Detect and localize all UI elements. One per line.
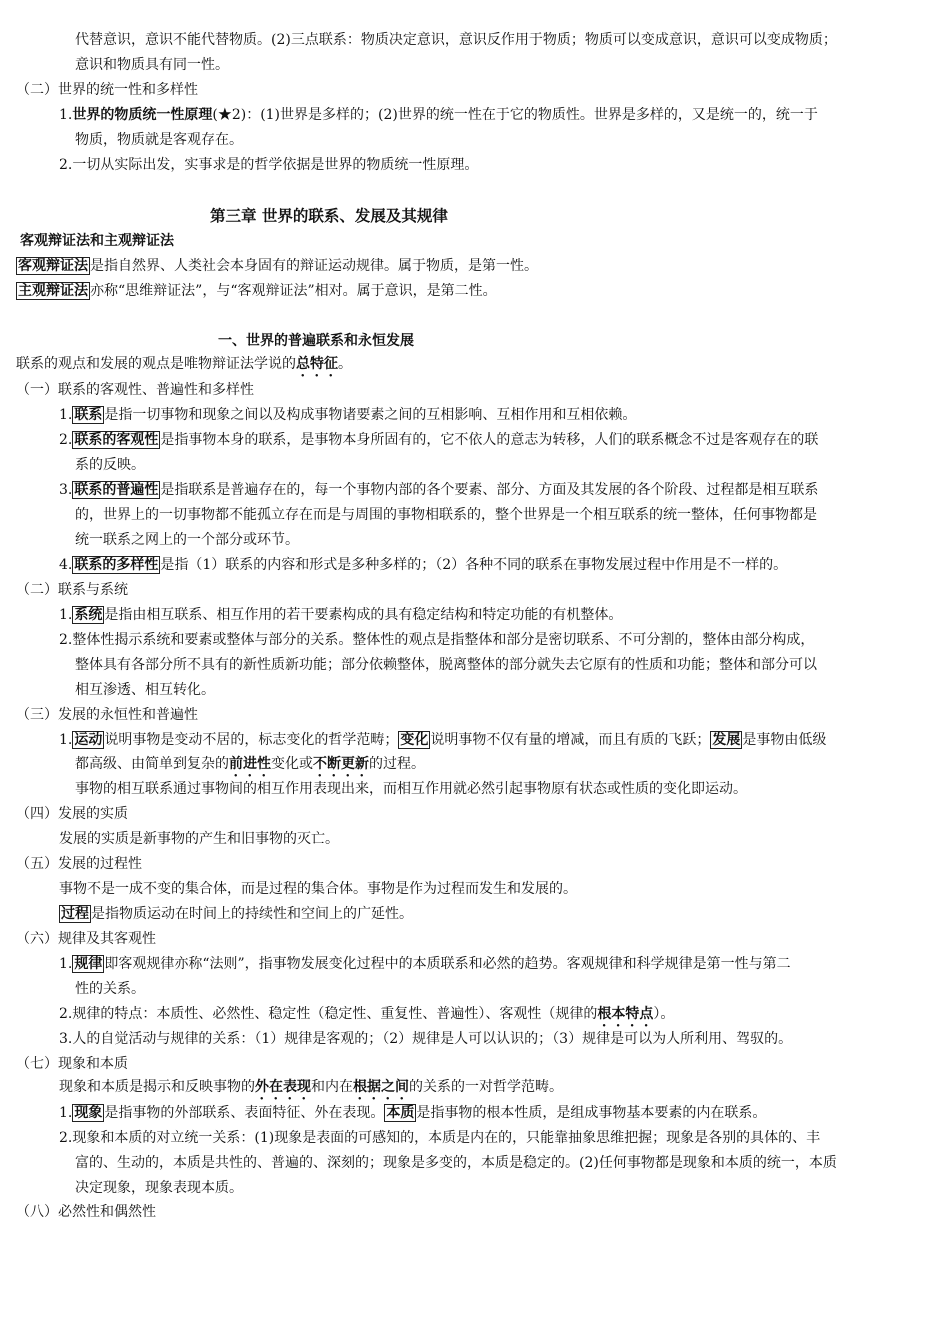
emphasis-term: 总特征	[296, 356, 338, 372]
text: 是指由相互联系、相互作用的若干要素构成的具有稳定结构和特定功能的有机整体。	[104, 607, 623, 623]
item-number: 2.	[59, 432, 73, 448]
list-item	[59, 553, 787, 578]
text: 是事物由低级	[742, 732, 827, 748]
boxed-term: 联系的客观性	[74, 432, 159, 448]
item-number: 1.	[59, 1105, 73, 1121]
text-line	[75, 777, 747, 802]
list-item	[59, 728, 826, 753]
text: （四）发展的实质	[16, 806, 128, 822]
list-item	[59, 478, 818, 503]
text: （二）世界的统一性和多样性	[16, 82, 198, 98]
list-item	[59, 1002, 674, 1030]
subheading	[20, 229, 174, 254]
text-line	[75, 53, 229, 78]
section-heading	[16, 927, 156, 952]
definition	[16, 279, 497, 304]
text-line	[75, 653, 817, 678]
list-item	[59, 603, 622, 628]
bold-term: 世界的物质统一性原理	[72, 107, 213, 123]
item-number: 4.	[59, 557, 73, 573]
text-line	[75, 28, 837, 53]
text: 第三章 世界的联系、发展及其规律	[210, 206, 448, 225]
text-line	[75, 752, 425, 780]
section-heading	[16, 578, 128, 603]
text-line	[75, 503, 817, 528]
text: 即客观规律亦称“法则”，指事物发展变化过程中的本质联系和必然的趋势。客观规律和科学规律是第一性与第二	[104, 956, 791, 972]
text-line	[75, 678, 215, 703]
boxed-term: 本质	[386, 1105, 415, 1121]
emphasis-term: 根据之间	[353, 1079, 409, 1095]
text: 现象和本质是揭示和反映事物的	[59, 1079, 255, 1095]
text: 是指自然界、人类社会本身固有的辩证运动规律。属于物质，是第一性。	[90, 258, 538, 274]
text: 是指物质运动在时间上的持续性和空间上的广延性。	[91, 906, 413, 922]
text: （五）发展的过程性	[16, 856, 142, 872]
item-number: 1.	[59, 732, 73, 748]
list-item	[59, 428, 818, 453]
text: 是指联系是普遍存在的，每一个事物内部的各个要素、部分、方面及其发展的各个阶段、过程都是相互联系	[160, 482, 819, 498]
text: （一）联系的客观性、普遍性和多样性	[16, 382, 254, 398]
text-line	[59, 877, 577, 902]
boxed-term: 运动	[74, 732, 103, 748]
boxed-term: 客观辩证法	[18, 258, 88, 274]
chapter-title	[210, 204, 448, 229]
text: 。	[338, 356, 352, 372]
list-item	[59, 628, 814, 653]
text: 是指事物本身的联系，是事物本身所固有的，它不依人的意志为转移，人们的联系概念不过是客观存在的联	[160, 432, 819, 448]
text-line	[59, 827, 339, 852]
definition	[16, 254, 538, 279]
boxed-term: 过程	[61, 906, 89, 922]
boxed-term: 现象	[74, 1105, 103, 1121]
section-heading	[16, 802, 128, 827]
boxed-term: 联系的多样性	[74, 557, 159, 573]
boxed-term: 发展	[712, 732, 741, 748]
list-item	[59, 103, 818, 128]
text: (★2)：(1)世界是多样的；(2)世界的统一性在于它的物质性。世界是多样的，又是统一的，统一于	[212, 107, 818, 123]
text-line	[59, 1075, 563, 1103]
text: 是指事物的外部联系、表面特征、外在表现。	[104, 1105, 385, 1121]
text: 3.人的自觉活动与规律的关系：（1）规律是客观的；（2）规律是人可以认识的；（3）规律是可以为人所利用、驾驭的。	[59, 1031, 793, 1047]
text: （六）规律及其客观性	[16, 931, 156, 947]
text: 的过程。	[369, 756, 425, 772]
text: 联系的观点和发展的观点是唯物辩证法学说的	[16, 356, 296, 372]
list-item	[59, 952, 791, 977]
list-item	[59, 1101, 766, 1126]
text: 性的关系。	[75, 981, 145, 997]
text: 变化或	[271, 756, 313, 772]
emphasis-term: 外在表现	[255, 1079, 311, 1095]
text: 事物不是一成不变的集合体，而是过程的集合体。事物是作为过程而发生和发展的。	[59, 881, 577, 897]
text: 亦称“思维辩证法”，与“客观辩证法”相对。属于意识，是第二性。	[90, 283, 497, 299]
text-line	[16, 352, 352, 380]
boxed-term: 联系的普遍性	[74, 482, 159, 498]
text: 物质，物质就是客观存在。	[75, 132, 243, 148]
text: 决定现象，现象表现本质。	[75, 1180, 243, 1196]
text-line	[75, 528, 299, 553]
text: 都高级、由简单到复杂的	[75, 756, 229, 772]
text: 富的、生动的，本质是共性的、普遍的、深刻的；现象是多变的，本质是稳定的。(2)任何事物都是现象和本质的统一，本质	[75, 1155, 837, 1171]
text: 2.现象和本质的对立统一关系：(1)现象是表面的可感知的，本质是内在的，只能靠抽象思维把握；现象是各别的具体的、丰	[59, 1130, 821, 1146]
boxed-term: 变化	[400, 732, 429, 748]
text: 2.一切从实际出发，实事求是的哲学依据是世界的物质统一性原理。	[59, 157, 479, 173]
boxed-term: 联系	[74, 407, 103, 423]
emphasis-term: 不断更新	[313, 756, 369, 772]
item-number: 1.	[59, 607, 73, 623]
text: 客观辩证法和主观辩证法	[20, 233, 174, 249]
text: 一、世界的普遍联系和永恒发展	[218, 333, 414, 349]
text: 的，世界上的一切事物都不能孤立存在而是与周围的事物相联系的，整个世界是一个相互联系的统一整体，任何事物都是	[75, 507, 817, 523]
section-heading	[16, 378, 254, 403]
emphasis-term: 根本特点	[597, 1006, 654, 1022]
boxed-term: 规律	[74, 956, 103, 972]
text: （二）联系与系统	[16, 582, 128, 598]
text-line	[75, 128, 243, 153]
text-line	[75, 977, 145, 1002]
item-number: 1.	[59, 407, 73, 423]
text: 说明事物是变动不居的，标志变化的哲学范畴；	[104, 732, 399, 748]
text-line	[75, 1176, 243, 1201]
section-heading	[16, 852, 142, 877]
text: （三）发展的永恒性和普遍性	[16, 707, 198, 723]
text: 说明事物不仅有量的增减，而且有质的飞跃；	[430, 732, 711, 748]
text: 2.整体性揭示系统和要素或整体与部分的关系。整体性的观点是指整体和部分是密切联系、不可分割的，整体由部分构成，	[59, 632, 815, 648]
text: 和内在	[311, 1079, 353, 1095]
list-item	[59, 1126, 820, 1151]
text-line	[75, 453, 145, 478]
section-heading	[16, 703, 198, 728]
text-line	[75, 1151, 837, 1176]
emphasis-term: 前进性	[229, 756, 271, 772]
item-number: 1.	[59, 956, 73, 972]
text: ）。	[653, 1006, 675, 1022]
text: 相互渗透、相互转化。	[75, 682, 215, 698]
text: 统一联系之网上的一个部分或环节。	[75, 532, 299, 548]
text: 是指（1）联系的内容和形式是多种多样的；（2）各种不同的联系在事物发展过程中作用是不一样的。	[160, 557, 788, 573]
section-heading	[16, 78, 198, 103]
item-number: 1.	[59, 107, 73, 123]
text: 是指一切事物和现象之间以及构成事物诸要素之间的互相影响、互相作用和互相依赖。	[104, 407, 637, 423]
boxed-term: 主观辩证法	[18, 283, 88, 299]
boxed-term: 系统	[74, 607, 103, 623]
item-number: 3.	[59, 482, 73, 498]
text: （七）现象和本质	[16, 1056, 128, 1072]
text: 事物的相互联系通过事物间的相互作用表现出来，而相互作用就必然引起事物原有状态或性质的变化即运动。	[75, 781, 747, 797]
text: 2.规律的特点：本质性、必然性、稳定性（稳定性、重复性、普遍性）、客观性（规律的	[59, 1006, 598, 1022]
text: 意识和物质具有同一性。	[75, 57, 229, 73]
section-heading	[16, 1052, 128, 1077]
text: 的关系的一对哲学范畴。	[409, 1079, 563, 1095]
list-item	[59, 403, 636, 428]
definition	[59, 902, 413, 927]
list-item	[59, 1027, 792, 1052]
text: 整体具有各部分所不具有的新性质新功能；部分依赖整体，脱离整体的部分就失去它原有的性质和功能；整体和部分可以	[75, 657, 817, 673]
list-item	[59, 153, 478, 178]
text: 发展的实质是新事物的产生和旧事物的灭亡。	[59, 831, 339, 847]
section-heading	[16, 1200, 156, 1225]
text: 代替意识，意识不能代替物质。(2)三点联系：物质决定意识，意识反作用于物质；物质可以变成意识，意识可以变成物质；	[75, 32, 837, 48]
text: （八）必然性和偶然性	[16, 1204, 156, 1220]
text: 是指事物的根本性质，是组成事物基本要素的内在联系。	[416, 1105, 767, 1121]
section-title	[218, 329, 414, 354]
text: 系的反映。	[75, 457, 145, 473]
